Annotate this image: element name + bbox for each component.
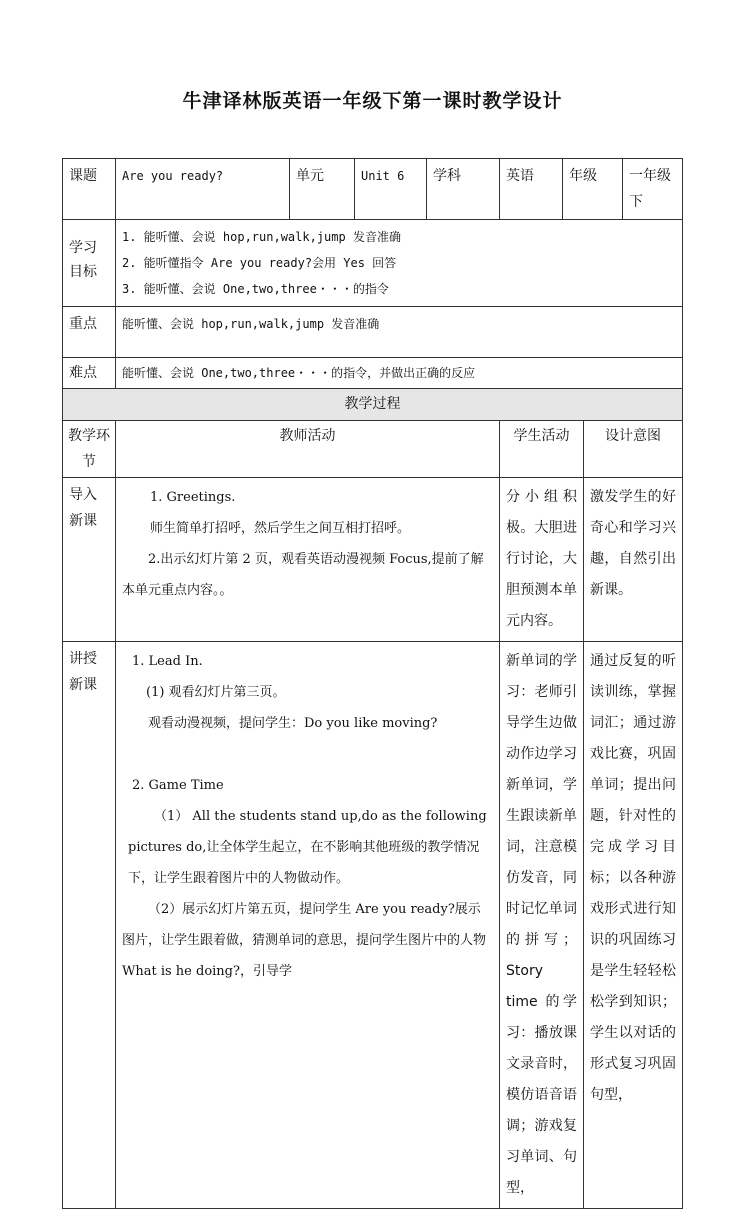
teacher-line: 2. Game Time <box>132 778 224 793</box>
subject-label: 学科 <box>427 159 500 220</box>
key-points-row <box>63 307 683 358</box>
difficulties-label: 难点 <box>63 358 116 389</box>
key-points-value: 能听懂、会说 hop,run,walk,jump 发音准确 <box>116 307 683 358</box>
teacher-line: 观看动漫视频，提问学生：Do you like moving? <box>148 716 438 731</box>
design-intent: 通过反复的听读训练，掌握词汇；通过游戏比赛，巩固单词；提出问题，针对性的完成学习目标；以各种游戏形式进行知识的巩固练习是学生轻轻松松学到知识；学生以对话的形式复习巩固句型， <box>584 642 683 1209</box>
unit-label: 单元 <box>290 159 355 220</box>
process-row-new <box>63 642 683 1209</box>
teacher-line: （1） All the students stand up,do as the following pictures do,让全体学生起立，在不影响其他班级的教学情况下，让学生跟着图片中的人物做动作。 <box>128 809 487 886</box>
key-points-label: 重点 <box>63 307 116 358</box>
info-row <box>63 159 683 220</box>
process-columns-row <box>63 421 683 478</box>
student-activity: 分小组积极。大胆进行讨论，大胆预测本单元内容。 <box>500 478 584 642</box>
stage-cell: 讲授新课 <box>63 642 116 1209</box>
teacher-activity <box>116 478 500 642</box>
topic-value: Are you ready? <box>116 159 290 220</box>
grade-label: 年级 <box>563 159 623 220</box>
teacher-line: 2.出示幻灯片第 2 页，观看英语动漫视频 Focus,提前了解本单元重点内容。。 <box>122 552 484 598</box>
col-intent: 设计意图 <box>584 421 683 478</box>
teacher-line: (1) 观看幻灯片第三页。 <box>146 685 286 700</box>
process-header: 教学过程 <box>63 389 683 421</box>
difficulties-value: 能听懂、会说 One,two,three・・・的指令，并做出正确的反应 <box>116 358 683 389</box>
teacher-line <box>122 739 493 770</box>
col-stage: 教学环节 <box>63 421 116 478</box>
objective-item: 1. 能听懂、会说 hop,run,walk,jump 发音准确 <box>122 230 401 244</box>
grade-value: 一年级下 <box>623 159 683 220</box>
unit-value: Unit 6 <box>355 159 427 220</box>
objectives-label: 学习目标 <box>63 220 116 307</box>
objectives-row <box>63 220 683 307</box>
teacher-activity <box>116 642 500 1209</box>
process-row-intro <box>63 478 683 642</box>
objective-item: 3. 能听懂、会说 One,two,three・・・的指令 <box>122 282 389 296</box>
teacher-line: 1. Greetings. <box>150 490 236 505</box>
topic-label: 课题 <box>63 159 116 220</box>
objectives-list <box>116 220 683 307</box>
col-teacher: 教师活动 <box>116 421 500 478</box>
objective-item: 2. 能听懂指令 Are you ready?会用 Yes 回答 <box>122 256 397 270</box>
process-header-row <box>63 389 683 421</box>
col-student: 学生活动 <box>500 421 584 478</box>
document-title: 牛津译林版英语一年级下第一课时教学设计 <box>182 90 563 112</box>
lesson-plan-table <box>62 158 683 1209</box>
teacher-line: 师生简单打招呼，然后学生之间互相打招呼。 <box>150 521 411 536</box>
stage-cell: 导入新课 <box>63 478 116 642</box>
subject-value: 英语 <box>500 159 563 220</box>
design-intent: 激发学生的好奇心和学习兴趣，自然引出新课。 <box>584 478 683 642</box>
difficulties-row <box>63 358 683 389</box>
teacher-line: （2）展示幻灯片第五页，提问学生 Are you ready?展示图片，让学生跟着做，猜测单词的意思，提问学生图片中的人物 What is he doing?，引导学 <box>122 902 487 979</box>
teacher-line: 1. Lead In. <box>132 654 203 669</box>
student-activity: 新单词的学习：老师引导学生边做动作边学习新单词，学生跟读新单词，注意模仿发音，同时记忆单词的拼写；Story time 的学习：播放课文录音时，模仿语音语调；游戏复习单词、句型， <box>500 642 584 1209</box>
